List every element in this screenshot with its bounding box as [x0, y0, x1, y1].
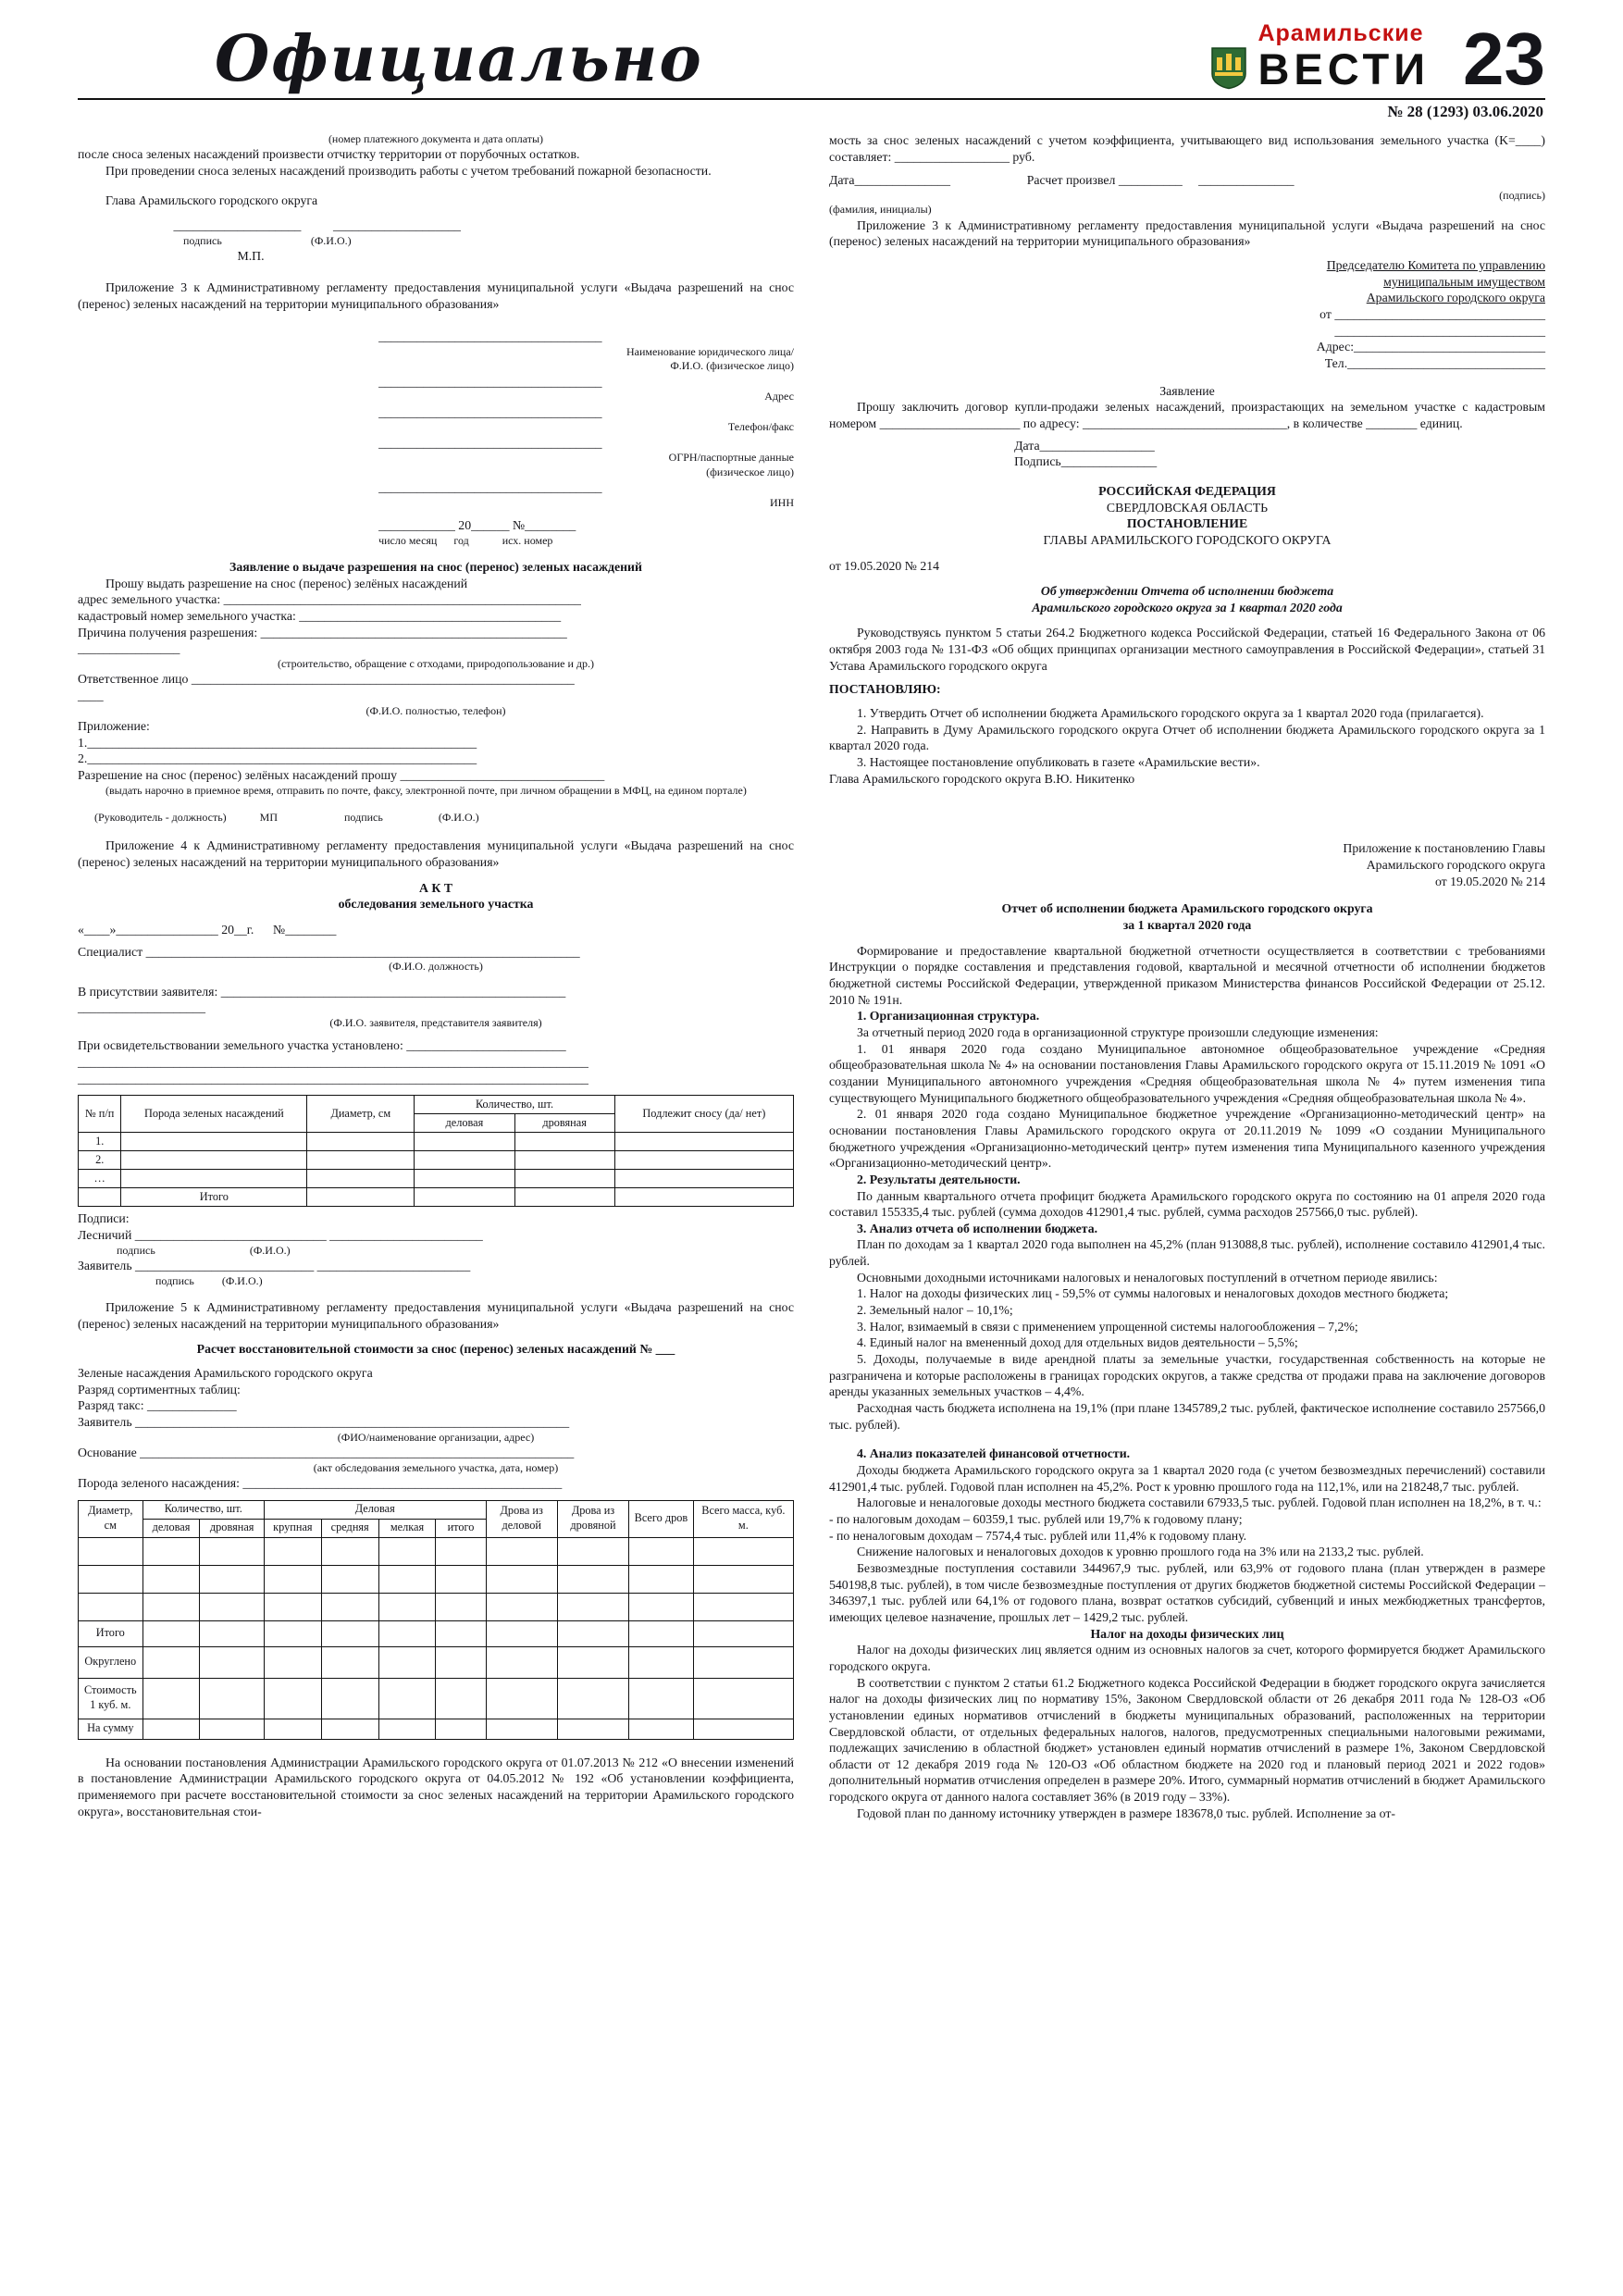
spacer: [829, 470, 1545, 483]
paragraph: 5. Доходы, получаемые в виде арендной платы за земельные участки, государственная собственность на которые не разграничена и которые расположены в границах городских округов, а также средства от продажи права на заключение договоров аренды указанных земельных участков – 4,4%.: [829, 1352, 1545, 1399]
table-cell: [200, 1719, 265, 1739]
table-cell: [693, 1719, 793, 1739]
paragraph: адрес земельного участка: ________________________________________________________: [78, 592, 581, 607]
table-header-cell: деловая: [142, 1519, 200, 1537]
paragraph: ________________________________________________________________________________: [78, 1055, 588, 1070]
spacer: [78, 798, 794, 811]
table-cell: [557, 1620, 628, 1646]
paragraph: Дата__________________: [829, 438, 1155, 453]
table-header-cell: дровяная: [200, 1519, 265, 1537]
spacer: [78, 912, 794, 922]
table-header-cell: мелкая: [378, 1519, 436, 1537]
paragraph: (Ф.И.О. должность): [389, 960, 483, 974]
table-cell: [693, 1678, 793, 1719]
table-cell: [321, 1719, 378, 1739]
paragraph: Основание ____________________________________________________________________: [78, 1446, 575, 1460]
table-cell: [378, 1678, 436, 1719]
paragraph: При освидетельствовании земельного участка установлено: _________________________: [78, 1038, 566, 1053]
spacer: [829, 674, 1545, 681]
paragraph: подпись (Ф.И.О.): [78, 1273, 263, 1287]
paragraph: ИНН: [770, 495, 794, 509]
table-cell: Округлено: [79, 1646, 143, 1678]
paragraph: ___________________________________: [378, 374, 602, 389]
table-cell: [693, 1537, 793, 1565]
paragraph: Приложение 3 к Административному регламенту предоставления муниципальной услуги «Выдача разрешений на снос (перенос) зеленых насаждений на территории муниципального образования»: [829, 217, 1545, 249]
spacer: [78, 1744, 794, 1755]
paragraph: ____________ 20______ №________: [378, 518, 576, 533]
paragraph: Адрес: [764, 390, 794, 403]
paragraph: Расчет восстановительной стоимости за снос (перенос) зеленых насаждений № ___: [196, 1342, 675, 1357]
paragraph: 2. Результаты деятельности.: [857, 1172, 1021, 1186]
table-cell: [121, 1170, 307, 1188]
paragraph: Разряд сортиментных таблиц:: [78, 1382, 241, 1396]
spacer: [829, 698, 1545, 705]
table-cell: Итого: [79, 1620, 143, 1646]
table-cell: [557, 1565, 628, 1593]
table-header-cell: средняя: [321, 1519, 378, 1537]
paragraph: Разряд такс: ______________: [78, 1398, 237, 1413]
table-cell: [200, 1537, 265, 1565]
table-cell: [436, 1646, 486, 1678]
table-header-cell: Дрова из дровяной: [557, 1500, 628, 1537]
brand-city-label: Арамильские: [1258, 20, 1424, 46]
paragraph: мость за снос зеленых насаждений с учетом коэффициента, учитывающего вид использования земельного участка (K=____) составляет: __________________ руб.: [829, 133, 1545, 164]
spacer: [78, 871, 794, 880]
spacer: [78, 208, 794, 217]
table-cell: [121, 1133, 307, 1151]
table-header-cell: дровяная: [514, 1114, 614, 1133]
table-cell: [557, 1537, 628, 1565]
paragraph: Прошу заключить договор купли-продажи зеленых насаждений, произрастающих на земельном участке с кадастровым номером ______________________ по адресу: ________________________________, в количестве ________ единиц.: [829, 400, 1545, 430]
table-cell: [79, 1593, 143, 1620]
paragraph: «____»________________ 20__г. №________: [78, 923, 337, 937]
table-cell: [629, 1646, 694, 1678]
spacer: [78, 1332, 794, 1341]
paragraph: Приложение 3 к Административному регламенту предоставления муниципальной услуги «Выдача разрешений на снос (перенос) зеленых насаждений на территории муниципального образования»: [78, 280, 794, 311]
paragraph: Подпись_______________: [829, 454, 1158, 469]
paragraph: 1._____________________________________________________________: [78, 735, 477, 750]
paragraph: Разрешение на снос (перенос) зелёных насаждений прошу ________________________________: [78, 768, 605, 783]
table-cell: [557, 1678, 628, 1719]
paragraph: Порода зеленого насаждения: __________________________________________________: [78, 1476, 563, 1491]
table-cell: [321, 1565, 378, 1593]
spacer: [78, 548, 794, 559]
paragraph: ПОСТАНОВЛЕНИЕ: [1126, 516, 1248, 531]
table-header-cell: Деловая: [264, 1500, 486, 1519]
table-cell: [486, 1537, 557, 1565]
table-cell: [557, 1719, 628, 1739]
table-cell: [436, 1593, 486, 1620]
spacer: [829, 165, 1545, 172]
table-cell: [436, 1719, 486, 1739]
paragraph: число месяц год исх. номер: [378, 533, 553, 547]
paragraph: (Руководитель - должность) МП подпись (Ф.И.О.): [78, 811, 479, 825]
content-columns: [78, 132, 1545, 1821]
table-cell: [378, 1646, 436, 1678]
table-cell: [200, 1593, 265, 1620]
issue-line: № 28 (1293) 03.06.2020: [1387, 103, 1543, 120]
table-cell: [693, 1646, 793, 1678]
spacer: [829, 250, 1545, 257]
table-cell: [321, 1678, 378, 1719]
table-header-cell: Количество, шт.: [415, 1096, 614, 1114]
table-cell: [415, 1151, 514, 1170]
paragraph: Подписи:: [78, 1211, 130, 1226]
table-header-cell: Диаметр, см: [307, 1096, 415, 1133]
paragraph: муниципальным имуществом: [1383, 274, 1545, 289]
table-cell: …: [79, 1170, 121, 1188]
paragraph: Приложение:: [78, 719, 150, 734]
table-cell: [142, 1678, 200, 1719]
table-cell: [514, 1151, 614, 1170]
paragraph: РОССИЙСКАЯ ФЕДЕРАЦИЯ: [1098, 483, 1276, 498]
paragraph: Расходная часть бюджета исполнена на 19,1% (при плане 1345789,2 тыс. рублей, фактическое исполнение составило 257566,0 тыс. рублей).: [829, 1401, 1545, 1432]
table-cell: [693, 1593, 793, 1620]
paragraph: СВЕРДЛОВСКАЯ ОБЛАСТЬ: [1106, 500, 1269, 515]
table-header-cell: Порода зеленых насаждений: [121, 1096, 307, 1133]
table-header-cell: крупная: [264, 1519, 321, 1537]
paragraph: Арамильского городского округа: [1366, 291, 1545, 305]
table-cell: [629, 1565, 694, 1593]
paragraph: Тел._______________________________: [1324, 355, 1545, 370]
paragraph: 1. 01 января 2020 года создано Муниципальное автономное общеобразовательное учреждение «Средняя общеобразовательная школа № 4» на основании постановления Главы Арамильского городского округа от 15.11.2019 № 1091 «О создании Муниципального автономного учреждения «Средняя общеобразовательная школа № 4» путем изменения типа существующего Муниципального бюджетного общеобразовательного учреждения «Средняя общеобразовательная школа № 4».: [829, 1041, 1545, 1105]
paragraph: М.П.: [78, 249, 265, 264]
paragraph: Налоговые и неналоговые доходы местного бюджета составили 67933,5 тыс. рублей. Годовой план исполнен на 18,2%, в т. ч.:: [857, 1496, 1542, 1510]
table-cell: [264, 1537, 321, 1565]
paragraph: Заявление о выдаче разрешения на снос (перенос) зеленых насаждений: [229, 560, 642, 575]
paragraph: 4. Единый налог на вмененный доход для отдельных видов деятельности – 5,5%;: [857, 1335, 1298, 1350]
table-cell: [200, 1678, 265, 1719]
table-cell: 1.: [79, 1133, 121, 1151]
table-cell: [486, 1620, 557, 1646]
table-cell: [629, 1593, 694, 1620]
table-cell: [557, 1646, 628, 1678]
paragraph: Заявление: [1159, 383, 1215, 398]
paragraph: Дата_______________ Расчет произвел __________ _______________: [829, 173, 1295, 188]
spacer: [829, 787, 1545, 840]
spacer: [829, 934, 1545, 943]
paragraph: Снижение налоговых и неналоговых доходов к уровню прошлого года на 3% или на 2133,2 тыс. рублей.: [857, 1545, 1424, 1559]
table-cell: [79, 1565, 143, 1593]
table-cell: Стоимость 1 куб. м.: [79, 1678, 143, 1719]
paragraph: 3. Настоящее постановление опубликовать в газете «Арамильские вести».: [857, 755, 1260, 770]
paragraph: За отчетный период 2020 года в организационной структуре произошли следующие изменения:: [857, 1024, 1379, 1039]
right-column: [829, 132, 1545, 1821]
table-cell: [514, 1133, 614, 1151]
table-cell: [142, 1537, 200, 1565]
table-cell: [486, 1719, 557, 1739]
form-table-t1: [78, 1095, 794, 1207]
table-cell: [415, 1170, 514, 1188]
paragraph: 1. Налог на доходы физических лиц - 59,5% от суммы налоговых и неналоговых доходов местного бюджета;: [857, 1286, 1449, 1301]
paragraph: Заявитель ____________________________________________________________________: [78, 1415, 570, 1429]
paragraph: ___________________________________: [378, 480, 602, 495]
paragraph: ПОСТАНОВЛЯЮ:: [829, 682, 941, 697]
paragraph: 3. Анализ отчета об исполнении бюджета.: [857, 1221, 1098, 1235]
paragraph: Арамильского городского округа за 1 квартал 2020 года: [1032, 600, 1343, 614]
table-header-cell: Количество, шт.: [142, 1500, 264, 1519]
page-number: 23: [1463, 18, 1545, 100]
table-cell: [693, 1565, 793, 1593]
paragraph: подпись (Ф.И.О.): [78, 1243, 291, 1257]
paragraph: По данным квартального отчета профицит бюджета Арамильского городского округа по состоянию на 01 апреля 2020 года составил 155335,4 тыс. рублей (сумма доходов 412901,4 тыс. рублей, сумма расходов 257566,0 тыс. рублей).: [829, 1188, 1545, 1220]
table-cell: [614, 1170, 793, 1188]
paragraph: В соответствии с пунктом 2 статьи 61.2 Бюджетного кодекса Российской Федерации в бюджет городского округа зачисляется налог на доходы физических лиц по нормативу 15%, Законом Свердловской области от 26 декабря 2011 года № 128-ОЗ «Об установлении единых нормативов отчислений в бюджеты муниципальных образований, расположенных на территории Свердловской области, от отдельных федеральных налогов, налогов, предусмотренных специальными налоговыми режимами, подлежащих зачислению в областной бюджет» установлен единый норматив отчислений в размере 1%, Законом Свердловской области от 12 декабря 2019 года № 120-ОЗ «Об областном бюджете на 2020 год и плановый период 2021 и 2022 годов» дополнительный норматив отчисления определен в размере 20%. Итого, суммарный норматив отчислений в бюджет Арамильского городского округа от данного налога составляет 36% (в 2019 году – 33%).: [829, 1675, 1545, 1805]
coat-of-arms-icon: [1209, 46, 1248, 91]
spacer: [78, 825, 794, 838]
table-cell: На сумму: [79, 1719, 143, 1739]
paragraph: Глава Арамильского городского округа В.Ю. Никитенко: [829, 771, 1135, 786]
paragraph: (выдать нарочно в приемное время, отправить по почте, факсу, электронной почте, при личном обращении в МФЦ, на едином портале): [105, 783, 747, 797]
brand-block: [1209, 18, 1545, 100]
paragraph: (строительство, обращение с отходами, природопользование и др.): [277, 657, 595, 671]
paragraph: ____________________ ____________________: [78, 218, 461, 233]
table-header-cell: Всего дров: [629, 1500, 694, 1537]
table-cell: [629, 1719, 694, 1739]
table-cell: [436, 1565, 486, 1593]
paragraph: При проведении сноса зеленых насаждений производить работы с учетом требований пожарной безопасности.: [105, 164, 712, 179]
table-cell: [264, 1646, 321, 1678]
table-cell: [378, 1620, 436, 1646]
table-cell: [486, 1593, 557, 1620]
paragraph: - по налоговым доходам – 60359,1 тыс. рублей или 19,7% к годовому плану;: [829, 1511, 1243, 1526]
paragraph: Адрес:______________________________: [1316, 340, 1545, 354]
paragraph: ____: [78, 689, 104, 703]
table-cell: [307, 1151, 415, 1170]
table-cell: [200, 1620, 265, 1646]
table-cell: [264, 1565, 321, 1593]
spacer: [78, 1492, 794, 1497]
paragraph: Ф.И.О. (физическое лицо): [670, 359, 794, 373]
table-cell: [79, 1188, 121, 1207]
paragraph: 1. Утвердить Отчет об исполнении бюджета Арамильского городского округа за 1 квартал 2020 года (прилагается).: [857, 706, 1484, 721]
paragraph: кадастровый номер земельного участка: _________________________________________: [78, 609, 562, 624]
table-header-cell: деловая: [415, 1114, 514, 1133]
spacer: [78, 1288, 794, 1299]
paragraph: Основными доходными источниками налоговых и неналоговых поступлений в отчетном периоде явились:: [857, 1270, 1438, 1285]
paragraph: (Ф.И.О. полностью, телефон): [365, 703, 506, 717]
table-cell: [307, 1133, 415, 1151]
form-table-t2: [78, 1500, 794, 1740]
table-cell: [321, 1537, 378, 1565]
paragraph: (физическое лицо): [706, 465, 794, 478]
paragraph: Доходы бюджета Арамильского городского округа за 1 квартал 2020 года (с учетом безвозмездных перечислений) составили 412901,4 тыс. рублей. Годовой план исполнен на 45,2%. Рост к уровню прошлого года на 112,1%, или на 218248,7 тыс. рублей.: [829, 1463, 1545, 1494]
paragraph: (ФИО/наименование организации, адрес): [337, 1430, 535, 1444]
table-cell: [514, 1188, 614, 1207]
spacer: [78, 265, 794, 279]
paragraph: Отчет об исполнении бюджета Арамильского городского округа: [1001, 901, 1373, 916]
paragraph: 2._____________________________________________________________: [78, 751, 477, 766]
paragraph: ГЛАВЫ АРАМИЛЬСКОГО ГОРОДСКОГО ОКРУГА: [1043, 532, 1332, 547]
paragraph: Приложение к постановлению Главы: [1343, 841, 1545, 856]
paragraph: На основании постановления Администрации Арамильского городского округа от 01.07.2013 № 212 «О внесении изменений в постановление Администрации Арамильского городского округа от 04.05.2012 № 192 «Об установлении коэффициента, применяемого при расчете восстановительной стоимости за снос зеленых насаждений на территории Арамильского городского округа», восстановительная стои-: [78, 1755, 794, 1818]
table-cell: [142, 1565, 200, 1593]
table-cell: [142, 1719, 200, 1739]
brand-name-label: ВЕСТИ: [1258, 44, 1431, 93]
table-cell: [378, 1593, 436, 1620]
brand-text: [1258, 22, 1430, 91]
left-column: [78, 132, 794, 1821]
table-cell: [378, 1719, 436, 1739]
table-cell: [415, 1133, 514, 1151]
paragraph: (Ф.И.О. заявителя, представителя заявителя): [329, 1016, 542, 1030]
masthead: [78, 18, 1545, 100]
table-cell: [514, 1170, 614, 1188]
table-header-cell: № п/п: [79, 1096, 121, 1133]
table-cell: [486, 1565, 557, 1593]
paragraph: 4. Анализ показателей финансовой отчетности.: [857, 1446, 1131, 1461]
paragraph: Телефон/факс: [727, 420, 794, 434]
table-cell: [142, 1593, 200, 1620]
paragraph: Прошу выдать разрешение на снос (перенос) зелёных насаждений: [105, 576, 468, 590]
paragraph: План по доходам за 1 квартал 2020 года выполнен на 45,2% (план 913088,8 тыс. рублей), исполнение составило 412901,4 тыс. рублей.: [829, 1237, 1545, 1269]
paragraph: (номер платежного документа и дата оплаты): [328, 132, 544, 145]
paragraph: _________________________________: [1334, 323, 1545, 338]
table-cell: [629, 1537, 694, 1565]
paragraph: Формирование и предоставление квартальной бюджетной отчетности осуществляется в соответствии с требованиями Инструкции о порядке составления и представления годовой, квартальной и месячной отчетности об исполнении бюджетов бюджетной системы Российской Федерации, утвержденной приказом Министерства финансов Российской Федерации от 25.12. 2010 № 191н.: [829, 943, 1545, 1007]
paragraph: - по неналоговым доходам – 7574,4 тыс. рублей или 11,4% к годовому плану.: [829, 1528, 1247, 1543]
table-cell: [378, 1565, 436, 1593]
table-cell: [321, 1646, 378, 1678]
table-header-cell: Диаметр, см: [79, 1500, 143, 1537]
paragraph: ________________: [78, 641, 180, 656]
paragraph: Заявитель ____________________________ ________________________: [78, 1259, 471, 1273]
paragraph: (фамилия, инициалы): [829, 203, 932, 217]
paragraph: А К Т: [418, 880, 453, 895]
paragraph: ОГРН/паспортные данные: [668, 451, 794, 465]
spacer: [78, 312, 794, 329]
table-cell: [200, 1565, 265, 1593]
section-title: Официально: [215, 22, 703, 96]
paragraph: Приложение 5 к Административному регламенту предоставления муниципальной услуги «Выдача разрешений на снос (перенос) зеленых насаждений на территории муниципального образования»: [78, 1300, 794, 1331]
spacer: [829, 889, 1545, 900]
table-cell: [121, 1151, 307, 1170]
spacer: [78, 1030, 794, 1037]
paragraph: 2. 01 января 2020 года создано Муниципальное бюджетное учреждение «Организационно-методический центр» на основании постановления Главы Арамильского городского округа от 20.11.2019 № 1099 «О создании Муниципального бюджетного учреждения «Организационно-методический центр» путем изменения типа Муниципального казенного учреждения «Организационно-методический центр».: [829, 1107, 1545, 1171]
table-header-cell: итого: [436, 1519, 486, 1537]
paragraph: Годовой план по данному источнику утвержден в размере 183678,0 тыс. рублей. Исполнение за от-: [857, 1806, 1396, 1820]
table-cell: [264, 1620, 321, 1646]
table-cell: [486, 1646, 557, 1678]
table-cell: [264, 1593, 321, 1620]
paragraph: Наименование юридического лица/: [626, 344, 794, 358]
spacer: [78, 180, 794, 192]
paragraph: обследования земельного участка: [338, 897, 534, 912]
paragraph: от _________________________________: [1319, 306, 1545, 321]
paragraph: Об утверждении Отчета об исполнении бюджета: [1040, 584, 1334, 599]
table-cell: [614, 1133, 793, 1151]
paragraph: Ответственное лицо ____________________________________________________________: [78, 672, 575, 687]
table-cell: 2.: [79, 1151, 121, 1170]
paragraph: 1. Организационная структура.: [857, 1009, 1040, 1024]
table-header-cell: Всего масса, куб. м.: [693, 1500, 793, 1537]
paragraph: Председателю Комитета по управлению: [1326, 258, 1545, 272]
paragraph: после сноса зеленых насаждений произвести отчистку территории от порубочных остатков.: [78, 147, 580, 162]
paragraph: 3. Налог, взимаемый в связи с применением упрощенной системы налогообложения – 7,2%;: [857, 1319, 1358, 1334]
paragraph: ____________________: [78, 1000, 205, 1015]
paragraph: (акт обследования земельного участка, дата, номер): [313, 1460, 559, 1474]
paragraph: ___________________________________: [378, 404, 602, 419]
paragraph: за 1 квартал 2020 года: [1122, 918, 1252, 932]
table-cell: [629, 1620, 694, 1646]
table-cell: [264, 1719, 321, 1739]
paragraph: ___________________________________: [378, 329, 602, 344]
table-cell: [142, 1620, 200, 1646]
table-cell: [486, 1678, 557, 1719]
table-cell: [200, 1646, 265, 1678]
table-cell: [415, 1188, 514, 1207]
paragraph: Налог на доходы физических лиц: [1090, 1626, 1284, 1641]
spacer: [78, 1086, 794, 1092]
paragraph: Причина получения разрешения: ________________________________________________: [78, 625, 567, 639]
table-cell: [436, 1537, 486, 1565]
paragraph: Зеленые насаждения Арамильского городского округа: [78, 1366, 373, 1381]
paragraph: ___________________________________: [378, 435, 602, 450]
spacer: [78, 510, 794, 517]
paragraph: 2. Земельный налог – 10,1%;: [857, 1303, 1013, 1318]
paragraph: Лесничий ______________________________ ________________________: [78, 1228, 483, 1243]
table-cell: [693, 1620, 793, 1646]
table-cell: [436, 1678, 486, 1719]
table-cell: [307, 1170, 415, 1188]
table-cell: [79, 1537, 143, 1565]
table-cell: [264, 1678, 321, 1719]
paragraph: Глава Арамильского городского округа: [105, 192, 318, 207]
table-cell: [321, 1620, 378, 1646]
paragraph: (подпись): [1499, 188, 1545, 202]
spacer: [829, 615, 1545, 625]
table-cell: [614, 1188, 793, 1207]
spacer: [829, 549, 1545, 558]
spacer: [78, 974, 794, 984]
table-cell: [629, 1678, 694, 1719]
paragraph: Арамильского городского округа: [1366, 858, 1545, 873]
table-header-cell: Дрова из деловой: [486, 1500, 557, 1537]
paragraph: 2. Направить в Думу Арамильского городского округа Отчет об исполнении бюджета Арамильского городского округа за 1 квартал 2020 года.: [829, 722, 1545, 753]
paragraph: Приложение 4 к Административному регламенту предоставления муниципальной услуги «Выдача разрешений на снос (перенос) зеленых насаждений на территории муниципального образования»: [78, 838, 794, 870]
table-cell: [557, 1593, 628, 1620]
paragraph: Налог на доходы физических лиц является одним из основных налогов за счет, которого формируется бюджет Арамильского городского округа.: [829, 1643, 1545, 1673]
paragraph: от 19.05.2020 № 214: [1434, 874, 1545, 888]
paragraph: Специалист ____________________________________________________________________: [78, 944, 580, 959]
paragraph: В присутствии заявителя: ______________________________________________________: [78, 984, 566, 999]
spacer: [829, 1433, 1545, 1446]
paragraph: от 19.05.2020 № 214: [829, 558, 940, 573]
paragraph: Руководствуясь пунктом 5 статьи 264.2 Бюджетного кодекса Российской Федерации, статьей 16 Федерального Закона от 06 октября 2003 года № 131-ФЗ «Об общих принципах организации местного самоуправления в Российской Федерации», статьей 31 Устава Арамильского городского округа: [829, 626, 1545, 673]
table-cell: [436, 1620, 486, 1646]
spacer: [829, 372, 1545, 383]
table-cell: Итого: [121, 1188, 307, 1207]
table-cell: [142, 1646, 200, 1678]
table-header-cell: Подлежит сносу (да/ нет): [614, 1096, 793, 1133]
table-cell: [307, 1188, 415, 1207]
table-cell: [614, 1151, 793, 1170]
paragraph: подпись (Ф.И.О.): [78, 233, 352, 247]
table-cell: [378, 1537, 436, 1565]
table-cell: [321, 1593, 378, 1620]
paragraph: Безвозмездные поступления составили 344967,9 тыс. рублей, или 63,9% от годового плана (план утвержден в размере 540198,8 тыс. рублей), в том числе безвозмездные поступления от других бюджетов бюджетной системы Российской Федерации – 346397,1 тыс. рублей или 64,1% от годового плана, возврат остатков субсидий, субвенций и иных межбюджетных трансфертов, имеющих целевое назначение, прошлых лет – 1429,2 тыс. рублей.: [829, 1560, 1545, 1624]
paragraph: ________________________________________________________________________________: [78, 1071, 588, 1086]
spacer: [829, 574, 1545, 583]
spacer: [78, 1358, 794, 1365]
